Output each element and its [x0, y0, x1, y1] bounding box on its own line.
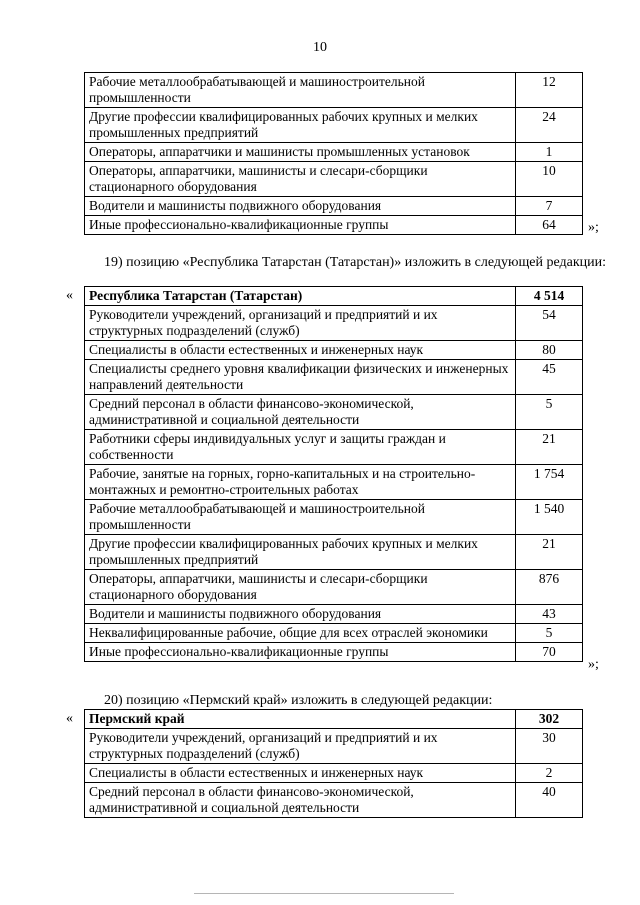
table-row: [85, 306, 583, 341]
row-value: 1: [516, 143, 583, 162]
row-value: 40: [516, 783, 583, 818]
table-header-row: [85, 287, 583, 306]
table-row: [85, 73, 583, 108]
row-label: Работники сферы индивидуальных услуг и защиты граждан и собственности: [85, 430, 516, 465]
row-value: 12: [516, 73, 583, 108]
table-row: [85, 643, 583, 662]
region-total: 302: [516, 710, 583, 729]
row-value: 43: [516, 605, 583, 624]
row-label: Специалисты в области естественных и инженерных наук: [85, 341, 516, 360]
scan-edge-line: [194, 893, 454, 894]
row-label: Операторы, аппаратчики и машинисты промышленных установок: [85, 143, 516, 162]
row-value: 2: [516, 764, 583, 783]
table-row: [85, 395, 583, 430]
row-label: Водители и машинисты подвижного оборудования: [85, 197, 516, 216]
row-value: 1 754: [516, 465, 583, 500]
row-label: Специалисты среднего уровня квалификации физических и инженерных направлений деятельности: [85, 360, 516, 395]
table-row: [85, 783, 583, 818]
row-label: Рабочие металлообрабатывающей и машиностроительной промышленности: [85, 500, 516, 535]
closing-quote-mark: »;: [588, 657, 599, 672]
row-value: 45: [516, 360, 583, 395]
closing-quote-mark: »;: [588, 220, 599, 235]
row-value: 54: [516, 306, 583, 341]
table-row: [85, 143, 583, 162]
row-label: Средний персонал в области финансово-экономической, административной и социальной деятельности: [85, 395, 516, 430]
table-row: [85, 624, 583, 643]
row-value: 876: [516, 570, 583, 605]
table-row: [85, 360, 583, 395]
table-row: [85, 162, 583, 197]
row-label: Другие профессии квалифицированных рабочих крупных и мелких промышленных предприятий: [85, 535, 516, 570]
row-value: 70: [516, 643, 583, 662]
table-tatarstan: [84, 286, 583, 662]
row-label: Руководители учреждений, организаций и предприятий и их структурных подразделений (служб): [85, 306, 516, 341]
table-row: [85, 108, 583, 143]
region-name: Республика Татарстан (Татарстан): [85, 287, 516, 306]
table-row: [85, 535, 583, 570]
opening-quote-mark: «: [66, 711, 73, 726]
table-row: [85, 570, 583, 605]
row-value: 5: [516, 395, 583, 430]
row-value: 1 540: [516, 500, 583, 535]
table-header-row: [85, 710, 583, 729]
table-row: [85, 430, 583, 465]
row-label: Иные профессионально-квалификационные группы: [85, 643, 516, 662]
row-label: Иные профессионально-квалификационные группы: [85, 216, 516, 235]
amendment-paragraph-20: 20) позицию «Пермский край» изложить в следующей редакции:: [104, 693, 493, 708]
table-row: [85, 197, 583, 216]
row-label: Руководители учреждений, организаций и предприятий и их структурных подразделений (служб): [85, 729, 516, 764]
row-label: Рабочие, занятые на горных, горно-капитальных и на строительно-монтажных и ремонтно-строительных работах: [85, 465, 516, 500]
table-row: [85, 764, 583, 783]
opening-quote-mark: «: [66, 288, 73, 303]
row-label: Другие профессии квалифицированных рабочих крупных и мелких промышленных предприятий: [85, 108, 516, 143]
table-perm-krai: [84, 709, 583, 818]
row-value: 7: [516, 197, 583, 216]
table-row: [85, 729, 583, 764]
page-number: 10: [313, 40, 327, 55]
row-label: Операторы, аппаратчики, машинисты и слесари-сборщики стационарного оборудования: [85, 570, 516, 605]
row-value: 64: [516, 216, 583, 235]
row-value: 80: [516, 341, 583, 360]
region-total: 4 514: [516, 287, 583, 306]
row-label: Водители и машинисты подвижного оборудования: [85, 605, 516, 624]
amendment-paragraph-19: 19) позицию «Республика Татарстан (Татарстан)» изложить в следующей редакции:: [104, 255, 606, 270]
row-value: 24: [516, 108, 583, 143]
row-value: 21: [516, 535, 583, 570]
table-row: [85, 465, 583, 500]
table-continuation: [84, 72, 583, 235]
table-row: [85, 341, 583, 360]
region-name: Пермский край: [85, 710, 516, 729]
row-label: Операторы, аппаратчики, машинисты и слесари-сборщики стационарного оборудования: [85, 162, 516, 197]
row-value: 21: [516, 430, 583, 465]
row-value: 30: [516, 729, 583, 764]
row-label: Неквалифицированные рабочие, общие для всех отраслей экономики: [85, 624, 516, 643]
row-label: Специалисты в области естественных и инженерных наук: [85, 764, 516, 783]
row-value: 10: [516, 162, 583, 197]
row-label: Рабочие металлообрабатывающей и машиностроительной промышленности: [85, 73, 516, 108]
row-value: 5: [516, 624, 583, 643]
row-label: Средний персонал в области финансово-экономической, административной и социальной деятельности: [85, 783, 516, 818]
table-row: [85, 216, 583, 235]
table-row: [85, 500, 583, 535]
table-row: [85, 605, 583, 624]
